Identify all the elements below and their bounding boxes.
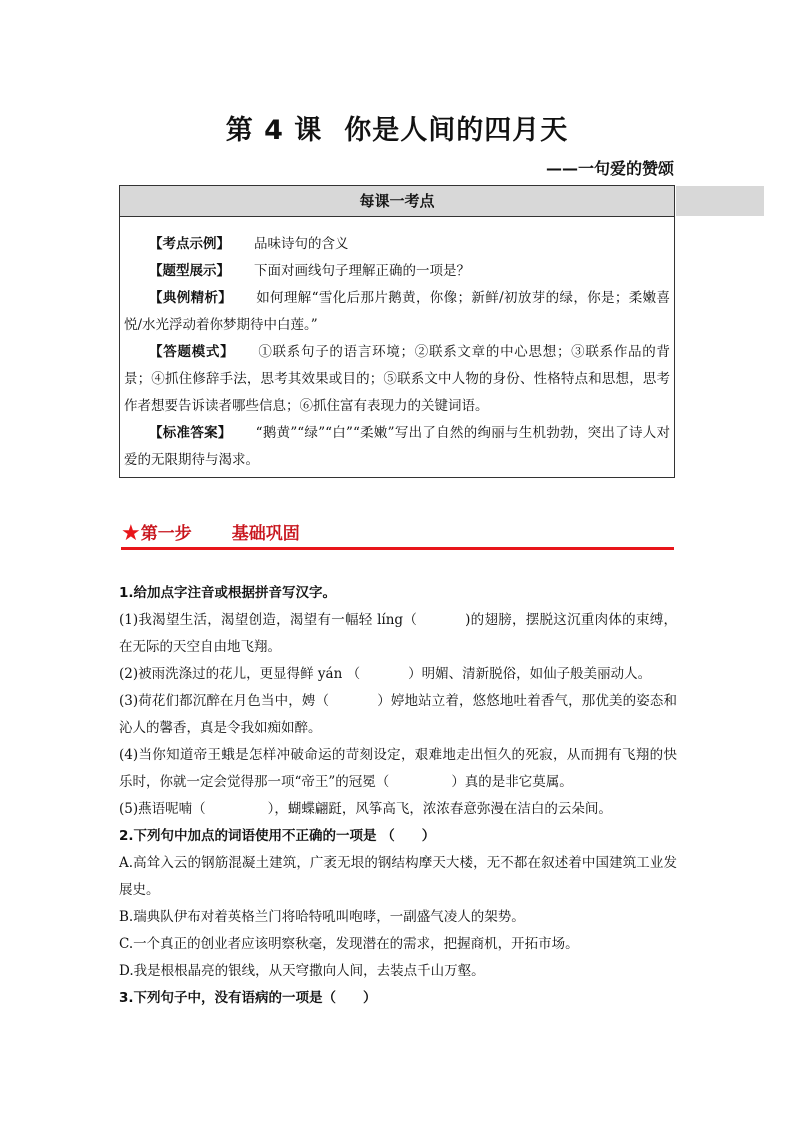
header-shade-extension bbox=[676, 186, 764, 216]
kaodian-label: 【典例精析】 bbox=[149, 290, 233, 306]
kaodian-heading: 每课一考点 bbox=[120, 186, 674, 217]
section-heading bbox=[121, 519, 674, 550]
question-1-item: (4)当你知道帝王蛾是怎样冲破命运的苛刻设定，艰难地走出恒久的死寂，从而拥有飞翔的快乐时，你就一定会觉得那一项“帝王”的冠冕（ ）真的是非它莫属。 bbox=[119, 747, 677, 790]
section-step: 第一步 bbox=[140, 524, 192, 544]
kaodian-label: 【题型展示】 bbox=[149, 263, 230, 279]
question-1-item: (1)我渴望生活，渴望创造，渴望有一幅轻 líng（ )的翅膀，摆脱这沉重肉体的束缚，在无际的天空自由地飞翔。 bbox=[119, 612, 677, 655]
star-icon: ★ bbox=[121, 521, 141, 546]
questions bbox=[119, 580, 677, 1012]
kaodian-row bbox=[124, 339, 670, 420]
kaodian-text: 如何理解“雪化后那片鹅黄，你像；新鲜/初放芽的绿，你是；柔嫩喜悦/水光浮动着你梦期待中白莲。” bbox=[124, 290, 671, 333]
lesson-name: 你是人间的四月天 bbox=[344, 115, 569, 146]
kaodian-label: 【标准答案】 bbox=[149, 425, 232, 441]
question-2-title: 2.下列句中加点的词语使用不正确的一项是 （ ） bbox=[119, 828, 436, 844]
question-1-item: (5)燕语呢喃（ ），蝴蝶翩跹，风筝高飞，浓浓春意弥漫在洁白的云朵间。 bbox=[119, 801, 612, 817]
kaodian-text: ①联系句子的语言环境；②联系文章的中心思想；③联系作品的背景；④抓住修辞手法，思考其效果或目的；⑤联系文中人物的身份、性格特点和思想，思考作者想要告诉读者哪些信息；⑥抓住富有表现力的关键词语。 bbox=[124, 344, 671, 414]
kaodian-body bbox=[120, 217, 674, 474]
kaodian-row bbox=[124, 420, 670, 474]
kaodian-row bbox=[124, 258, 670, 285]
section-name: 基础巩固 bbox=[231, 524, 300, 544]
question-2-option-c: C.一个真正的创业者应该明察秋毫，发现潜在的需求，把握商机，开拓市场。 bbox=[119, 936, 579, 952]
kaodian-text: 品味诗句的含义 bbox=[254, 236, 349, 252]
kaodian-label: 【答题模式】 bbox=[149, 344, 235, 360]
lesson-number: 第 4 课 bbox=[225, 115, 323, 146]
kaodian-row bbox=[124, 285, 670, 339]
kaodian-box bbox=[119, 185, 675, 478]
kaodian-row bbox=[124, 231, 670, 258]
lesson-title bbox=[0, 108, 794, 147]
question-3-title: 3.下列句子中，没有语病的一项是（ ） bbox=[119, 990, 377, 1006]
question-2-option-a: A.高耸入云的钢筋混凝土建筑，广袤无垠的钢结构摩天大楼，无不都在叙述着中国建筑工业发展史。 bbox=[119, 855, 677, 898]
question-2-option-b: B.瑞典队伊布对着英格兰门将哈特吼叫咆哮，一副盛气凌人的架势。 bbox=[119, 909, 525, 925]
kaodian-label: 【考点示例】 bbox=[149, 236, 230, 252]
question-1-item: (2)被雨洗涤过的花儿，更显得鲜 yán （ ）明媚、清新脱俗，如仙子般美丽动人。 bbox=[119, 666, 652, 682]
question-1-item: (3)荷花们都沉醉在月色当中，娉（ ）婷地站立着，悠悠地吐着香气，那优美的姿态和沁人的馨香，真是令我如痴如醉。 bbox=[119, 693, 678, 736]
lesson-subtitle: ——一句爱的赞颂 bbox=[545, 159, 674, 178]
kaodian-text: 下面对画线句子理解正确的一项是？ bbox=[254, 263, 470, 279]
question-1-title: 1.给加点字注音或根据拼音写汉字。 bbox=[119, 585, 337, 601]
question-2-option-d: D.我是根根晶亮的银线，从天穹撒向人间，去装点千山万壑。 bbox=[119, 963, 485, 979]
kaodian-text: “鹅黄”“绿”“白”“柔嫩”写出了自然的绚丽与生机勃勃，突出了诗人对爱的无限期待与渴求。 bbox=[124, 425, 671, 468]
